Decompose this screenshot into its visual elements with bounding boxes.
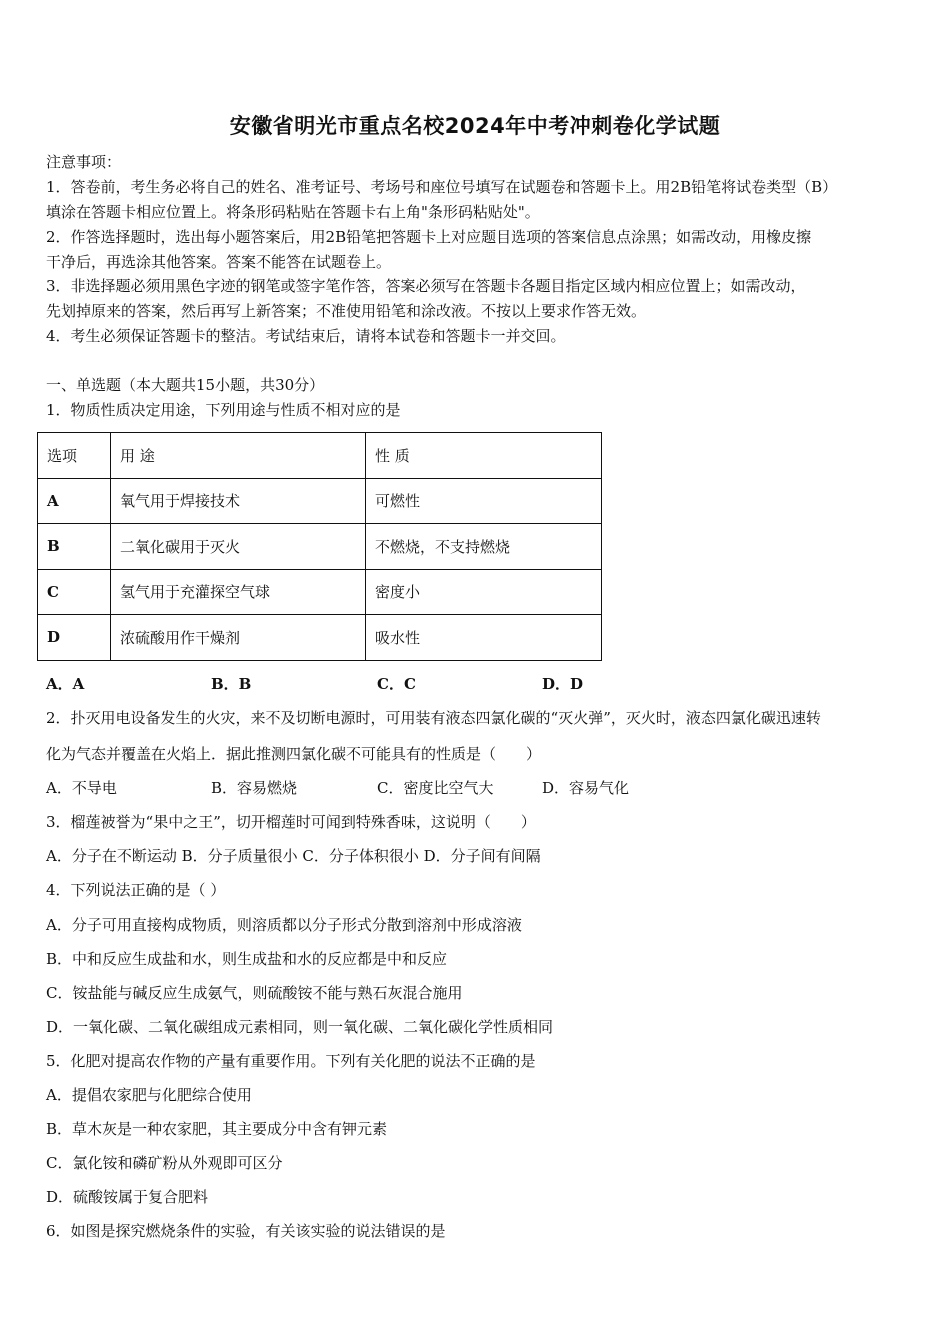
q4-option-c: C．铵盐能与碱反应生成氨气，则硫酸铵不能与熟石灰混合施用 [46, 984, 463, 1002]
table-row [38, 478, 602, 524]
table-cell: D [38, 615, 111, 661]
q5-option-b: B．草木灰是一种农家肥，其主要成分中含有钾元素 [46, 1120, 388, 1138]
table-header-cell: 用 途 [111, 433, 366, 479]
table-cell: 可燃性 [366, 478, 602, 524]
q2-option-a: A．不导电 [46, 779, 117, 797]
table-cell: 浓硫酸用作干燥剂 [111, 615, 366, 661]
q1-option-a: A．A [46, 675, 85, 693]
section-header: 一、单选题（本大题共15小题，共30分） [46, 376, 325, 394]
table-cell: 氧气用于焊接技术 [111, 478, 366, 524]
q5-option-a: A．提倡农家肥与化肥综合使用 [46, 1086, 252, 1104]
table-cell: B [38, 524, 111, 570]
notice-line: 1．答卷前，考生务必将自己的姓名、准考证号、考场号和座位号填写在试题卷和答题卡上。用2B铅笔将试卷类型（B） [46, 178, 838, 196]
notice-line: 填涂在答题卡相应位置上。将条形码粘贴在答题卡右上角"条形码粘贴处"。 [46, 203, 540, 221]
q2-option-d: D．容易气化 [542, 779, 630, 797]
table-cell: 二氧化碳用于灭火 [111, 524, 366, 570]
table-header-cell: 性 质 [366, 433, 602, 479]
q2-stem-line1: 2．扑灭用电设备发生的火灾，来不及切断电源时，可用装有液态四氯化碳的“灭火弹”，灭火时，液态四氯化碳迅速转 [46, 709, 821, 727]
q5-option-d: D．硫酸铵属于复合肥料 [46, 1188, 209, 1206]
q2-stem-line2: 化为气态并覆盖在火焰上．据此推测四氯化碳不可能具有的性质是（ ） [46, 745, 542, 763]
q2-option-c: C．密度比空气大 [377, 779, 494, 797]
exam-title: 安徽省明光市重点名校2024年中考冲刺卷化学试题 [229, 114, 721, 138]
table-row [38, 615, 602, 661]
notice-line: 2．作答选择题时，选出每小题答案后，用2B铅笔把答题卡上对应题目选项的答案信息点涂黑；如需改动，用橡皮擦 [46, 228, 812, 246]
q2-option-b: B．容易燃烧 [211, 779, 298, 797]
notice-line: 4．考生必须保证答题卡的整洁。考试结束后，请将本试卷和答题卡一并交回。 [46, 327, 566, 345]
notice-line: 先划掉原来的答案，然后再写上新答案；不准使用铅笔和涂改液。不按以上要求作答无效。 [46, 302, 647, 320]
table-header-row [38, 433, 602, 479]
q1-option-c: C．C [377, 675, 416, 693]
table-cell: 密度小 [366, 569, 602, 615]
notice-line: 3．非选择题必须用黑色字迹的钢笔或签字笔作答，答案必须写在答题卡各题目指定区域内相应位置上；如需改动， [46, 277, 806, 295]
table-row [38, 569, 602, 615]
q1-option-d: D．D [542, 675, 584, 693]
q6-stem: 6．如图是探究燃烧条件的实验，有关该实验的说法错误的是 [46, 1222, 446, 1240]
notice-line: 干净后，再选涂其他答案。答案不能答在试题卷上。 [46, 253, 392, 271]
table-cell: 氢气用于充灌探空气球 [111, 569, 366, 615]
table-cell: 吸水性 [366, 615, 602, 661]
q3-stem: 3．榴莲被誉为“果中之王”，切开榴莲时可闻到特殊香味，这说明（ ） [46, 813, 536, 831]
q1-table [37, 432, 602, 661]
table-cell: A [38, 478, 111, 524]
q4-stem: 4．下列说法正确的是（ ） [46, 881, 226, 899]
q4-option-b: B．中和反应生成盐和水，则生成盐和水的反应都是中和反应 [46, 950, 448, 968]
table-row [38, 524, 602, 570]
notice-header: 注意事项： [46, 153, 122, 171]
q5-option-c: C．氯化铵和磷矿粉从外观即可区分 [46, 1154, 283, 1172]
table-header-cell: 选项 [38, 433, 111, 479]
q1-option-b: B．B [211, 675, 252, 693]
table-cell: C [38, 569, 111, 615]
q1-stem: 1．物质性质决定用途，下列用途与性质不相对应的是 [46, 401, 401, 419]
table-cell: 不燃烧，不支持燃烧 [366, 524, 602, 570]
q4-option-a: A．分子可用直接构成物质，则溶质都以分子形式分散到溶剂中形成溶液 [46, 916, 522, 934]
q3-options: A．分子在不断运动 B．分子质量很小 C．分子体积很小 D．分子间有间隔 [46, 847, 541, 865]
q4-option-d: D．一氧化碳、二氧化碳组成元素相同，则一氧化碳、二氧化碳化学性质相同 [46, 1018, 554, 1036]
q5-stem: 5．化肥对提高农作物的产量有重要作用。下列有关化肥的说法不正确的是 [46, 1052, 536, 1070]
